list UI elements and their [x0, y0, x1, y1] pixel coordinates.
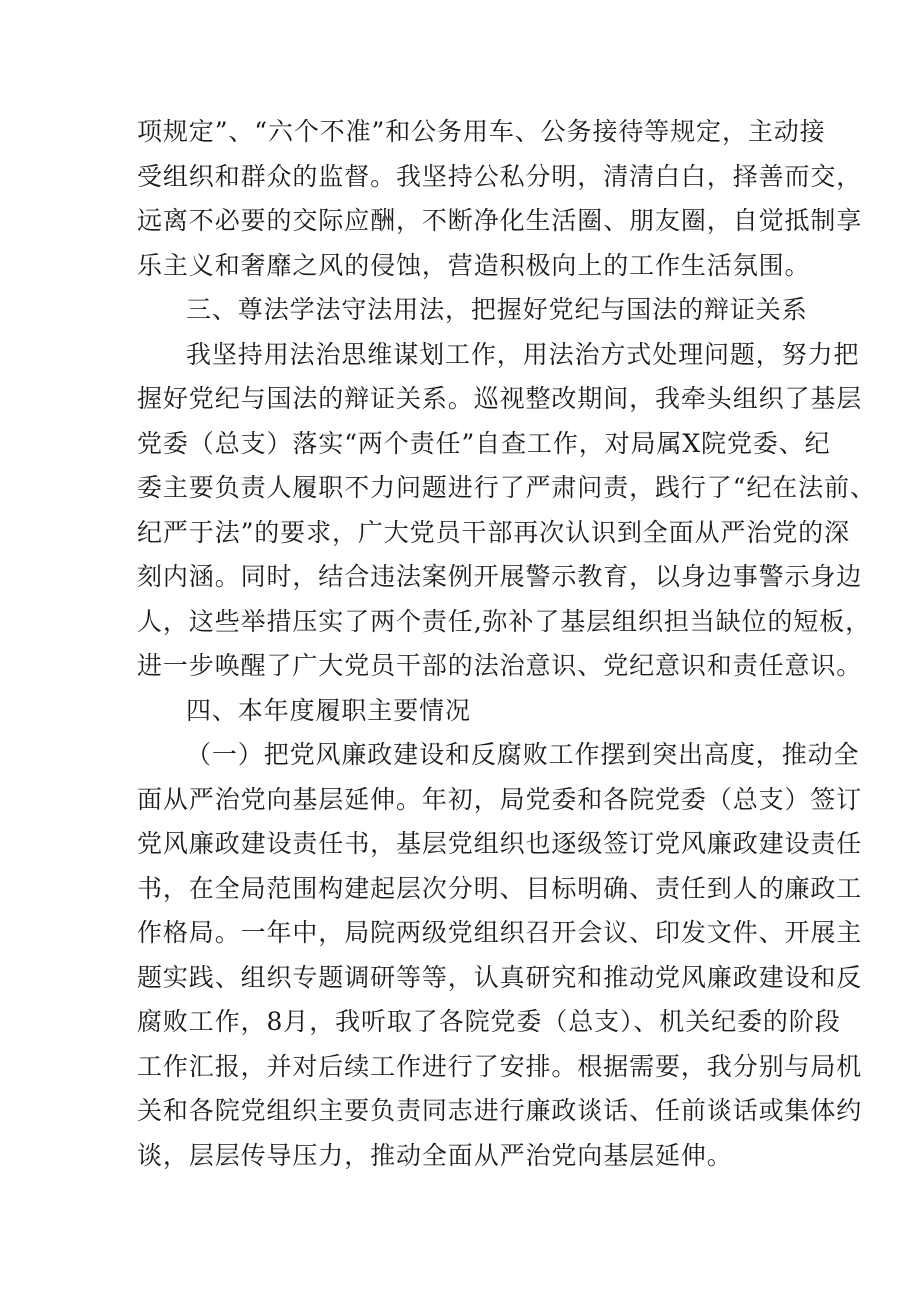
text-line: 谈，层层传导压力，推动全面从严治党向基层延伸。: [137, 1141, 733, 1170]
text-line: 人，这些举措压实了两个责任,弥补了基层组织担当缺位的短板，: [137, 607, 872, 636]
paragraph-first-line: 我坚持用法治思维谋划工作，用法治方式处理问题，努力把: [186, 340, 860, 369]
text-line: 握好党纪与国法的辩证关系。巡视整改期间，我牵头组织了基层: [137, 384, 863, 413]
text-line: 关和各院党组织主要负责同志进行廉政谈话、任前谈话或集体约: [137, 1096, 863, 1125]
text-line: 纪严于法”的要求，广大党员干部再次认识到全面从严治党的深: [137, 518, 850, 547]
paragraph-first-line: （一）把党风廉政建设和反腐败工作摆到突出高度，推动全: [186, 740, 860, 769]
text-line: 乐主义和奢靡之风的侵蚀，营造积极向上的工作生活氛围。: [137, 251, 811, 280]
text-line: 党委（总支）落实“两个责任”自查工作，对局属X院党委、纪: [137, 429, 831, 458]
text-line: 腐败工作，8月，我听取了各院党委（总支）、机关纪委的阶段: [137, 1007, 841, 1036]
text-line: 书，在全局范围构建起层次分明、目标明确、责任到人的廉政工: [137, 874, 863, 903]
text-line: 项规定”、“六个不准”和公务用车、公务接待等规定，主动接: [137, 117, 826, 146]
text-line: 进一步唤醒了广大党员干部的法治意识、党纪意识和责任意识。: [137, 651, 863, 680]
text-line: 刻内涵。同时，结合违法案例开展警示教育，以身边事警示身边: [137, 562, 863, 591]
text-line: 受组织和群众的监督。我坚持公私分明，清清白白，择善而交，: [137, 162, 863, 191]
section-heading: 三、尊法学法守法用法，把握好党纪与国法的辩证关系: [186, 295, 808, 324]
text-line: 面从严治党向基层延伸。年初，局党委和各院党委（总支）签订: [137, 785, 863, 814]
text-line: 党风廉政建设责任书，基层党组织也逐级签订党风廉政建设责任: [137, 829, 863, 858]
text-line: 委主要负责人履职不力问题进行了严肃问责，践行了“纪在法前、: [137, 473, 876, 502]
text-line: 工作汇报，并对后续工作进行了安排。根据需要，我分别与局机: [137, 1052, 863, 1081]
text-line: 远离不必要的交际应酬，不断净化生活圈、朋友圈，自觉抵制享: [137, 206, 863, 235]
text-line: 作格局。一年中，局院两级党组织召开会议、印发文件、开展主: [137, 918, 863, 947]
text-line: 题实践、组织专题调研等等，认真研究和推动党风廉政建设和反: [137, 963, 863, 992]
section-heading: 四、本年度履职主要情况: [186, 696, 471, 725]
